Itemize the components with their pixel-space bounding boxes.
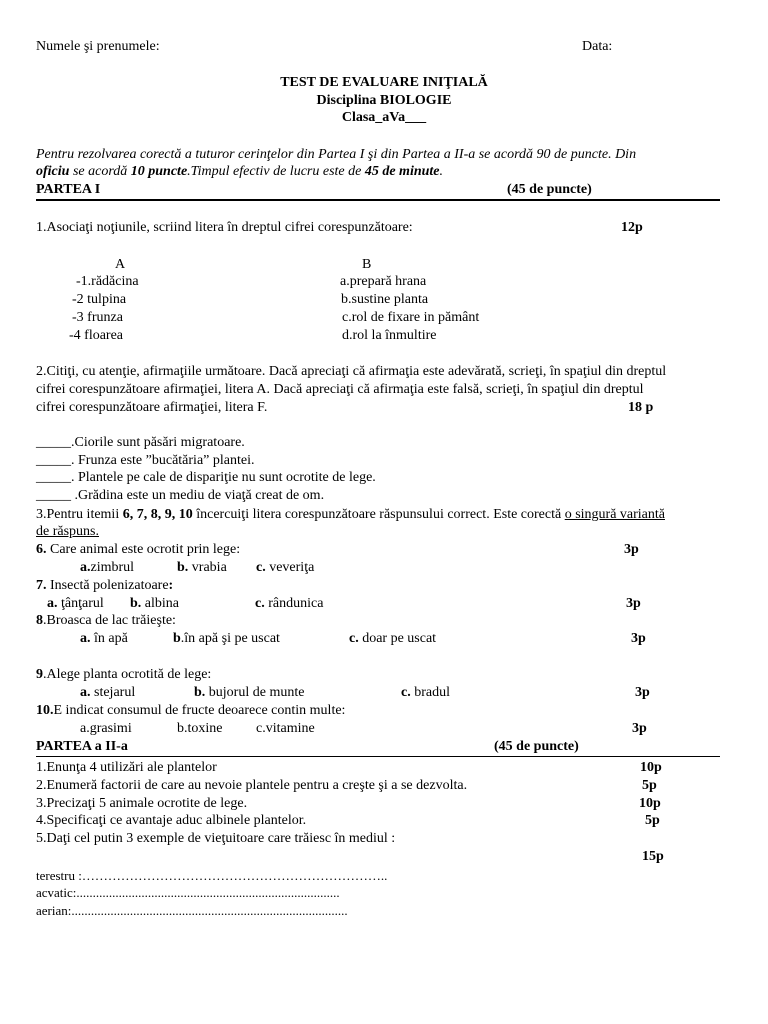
name-label: Numele şi prenumele: — [36, 39, 160, 54]
statement-text: . Plantele pe cale de dispariţie nu sunt ocrotite de lege. — [71, 470, 376, 485]
q7-question: Insectă polenizatoare — [46, 578, 169, 593]
part2-item-points: 5p — [645, 813, 660, 828]
part2-item: 1.Enunţa 4 utilizări ale plantelor — [36, 760, 217, 775]
part1-title: PARTEA I — [36, 182, 101, 197]
q10-points: 3p — [632, 721, 647, 736]
q7-option-b[interactable] — [130, 595, 179, 612]
q2-points: 18 p — [628, 400, 654, 415]
part2-item-points: 15p — [642, 849, 664, 864]
option-letter: c. — [256, 560, 266, 575]
q7-option-c[interactable] — [255, 595, 323, 612]
q9-num: 9 — [36, 667, 43, 682]
q1-a-item: -1.rădăcina — [76, 274, 139, 289]
q9-option-b[interactable] — [194, 684, 304, 701]
option-letter: b. — [177, 560, 189, 575]
subject-title: Disciplina BIOLOGIE — [316, 93, 452, 108]
option-text: în apă — [90, 631, 128, 646]
part2-points: (45 de puncte) — [494, 739, 579, 754]
answer-blank[interactable]: _____ — [36, 453, 71, 468]
intro-10-puncte: 10 puncte — [130, 164, 188, 179]
aerian-line[interactable]: aerian:..................................................................................... — [36, 903, 348, 918]
part2-item: 5.Daţi cel putin 3 exemple de vieţuitoare care trăiesc în mediul : — [36, 831, 396, 846]
q1-a-item: -3 frunza — [72, 310, 123, 325]
q8-option-b[interactable] — [173, 630, 280, 647]
intro-text-f: . — [439, 164, 444, 179]
q1-b-item: c.rol de fixare in pământ — [342, 310, 480, 325]
q6-option-a[interactable] — [80, 559, 134, 576]
q2-statement — [36, 469, 376, 486]
q3-text-c: încercuiţi litera corespunzătoare răspunsului correct. Este corectă — [192, 507, 565, 522]
q3-line-2: de răspuns. — [36, 524, 99, 539]
option-letter: a. — [80, 631, 91, 646]
q1-a-item: -4 floarea — [69, 328, 124, 343]
option-text: doar pe uscat — [358, 631, 437, 646]
option-letter: b. — [194, 685, 206, 700]
option-text: .în apă şi pe uscat — [180, 631, 280, 646]
part2-item-points: 10p — [640, 760, 662, 775]
option-letter: a. — [47, 596, 58, 611]
intro-oficiu: oficiu — [36, 164, 70, 179]
part2-item: 2.Enumeră factorii de care au nevoie plantele pentru a creşte şi a se dezvolta. — [36, 778, 468, 793]
q6-option-c[interactable] — [256, 559, 314, 576]
intro-line-2 — [36, 163, 443, 180]
q6-points: 3p — [624, 542, 639, 557]
option-text: ţânţarul — [57, 596, 104, 611]
option-letter: c. — [349, 631, 359, 646]
intro-text-d: .Timpul efectiv de lucru este de — [187, 164, 365, 179]
option-letter: a. — [80, 560, 91, 575]
q3-items: 6, 7, 8, 9, 10 — [122, 507, 193, 522]
intro-text-b: se acordă — [69, 164, 131, 179]
q2-statement — [36, 487, 324, 504]
q7-num: 7. — [36, 578, 47, 593]
q3-text-a: 3.Pentru itemii — [36, 507, 123, 522]
date-label: Data: — [582, 39, 613, 54]
q2-line-2: cifrei corespunzătoare afirmaţiei, litera A. Dacă apreciaţi că afirmaţia este falsă, scrieţi, în spaţiul din dreptul — [36, 382, 644, 397]
q1-col-a: A — [115, 257, 126, 272]
part2-divider — [36, 756, 720, 757]
q10-option-c[interactable]: c.vitamine — [256, 721, 315, 736]
test-title: TEST DE EVALUARE INIŢIALĂ — [280, 75, 488, 90]
q7-colon: : — [168, 578, 174, 593]
q8-text — [36, 612, 176, 629]
q9-option-c[interactable] — [401, 684, 450, 701]
option-letter: b. — [130, 596, 142, 611]
q1-b-item: d.rol la înmultire — [342, 328, 437, 343]
part2-item: 3.Precizaţi 5 animale ocrotite de lege. — [36, 796, 248, 811]
intro-line-1: Pentru rezolvarea corectă a tuturor cerinţelor din Partea I şi din Partea a II-a se acordă 90 de puncte. Din — [36, 147, 637, 162]
q1-col-b: B — [362, 257, 372, 272]
q2-statement — [36, 434, 245, 451]
q6-num: 6. — [36, 542, 47, 557]
class-title: Clasa_aVa___ — [341, 110, 427, 125]
q2-line-1: 2.Citiţi, cu atenţie, afirmaţiile următoare. Dacă apreciaţi că afirmaţia este adevărată, scrieţi, în spaţiul din dreptul — [36, 364, 667, 379]
option-text: rândunica — [264, 596, 324, 611]
option-text: zimbrul — [90, 560, 135, 575]
q1-text: 1.Asociaţi noţiunile, scriind litera în dreptul cifrei corespunzătoare: — [36, 220, 413, 235]
q10-question: E indicat consumul de fructe deoarece contin multe: — [53, 703, 346, 718]
q8-question: .Broasca de lac trăieşte: — [43, 613, 176, 628]
statement-text: .Grădina este un mediu de viaţă creat de om. — [71, 488, 325, 503]
q7-points: 3p — [626, 596, 641, 611]
option-text: bujorul de munte — [205, 685, 305, 700]
option-letter: c. — [255, 596, 265, 611]
q3-single-variant: o singură variantă — [564, 507, 665, 522]
q8-num: 8 — [36, 613, 43, 628]
q1-a-item: -2 tulpina — [72, 292, 127, 307]
q1-b-item: b.sustine planta — [341, 292, 429, 307]
q1-points: 12p — [621, 220, 643, 235]
q10-option-a[interactable]: a.grasimi — [80, 721, 132, 736]
q6-text — [36, 541, 240, 558]
q3-line-1 — [36, 506, 665, 523]
q10-text — [36, 702, 345, 719]
q9-question: .Alege planta ocrotită de lege: — [43, 667, 212, 682]
option-text: veveriţa — [265, 560, 315, 575]
q10-num: 10. — [36, 703, 54, 718]
option-text: vrabia — [188, 560, 227, 575]
answer-blank[interactable]: _____ — [36, 470, 71, 485]
q8-option-c[interactable] — [349, 630, 436, 647]
option-letter: a. — [80, 685, 91, 700]
acvatic-line[interactable]: acvatic:................................................................................. — [36, 885, 340, 900]
part2-title: PARTEA a II-a — [36, 739, 128, 754]
option-letter: c. — [401, 685, 411, 700]
q8-points: 3p — [631, 631, 646, 646]
statement-text: . Frunza este ”bucătăria” plantei. — [71, 453, 255, 468]
part2-item-points: 10p — [639, 796, 661, 811]
q9-points: 3p — [635, 685, 650, 700]
part1-points: (45 de puncte) — [507, 182, 592, 197]
q7-text — [36, 577, 173, 594]
q7-option-a[interactable] — [47, 595, 104, 612]
part2-item-points: 5p — [642, 778, 657, 793]
q9-option-a[interactable] — [80, 684, 135, 701]
q9-text — [36, 666, 211, 683]
answer-blank[interactable]: _____ — [36, 435, 71, 450]
statement-text: .Ciorile sunt păsări migratoare. — [71, 435, 245, 450]
q6-option-b[interactable] — [177, 559, 227, 576]
q8-option-a[interactable] — [80, 630, 128, 647]
option-letter: b — [173, 631, 181, 646]
part1-divider — [36, 199, 720, 201]
intro-45-minute: 45 de minute — [364, 164, 440, 179]
q2-line-3: cifrei corespunzătoare afirmaţiei, litera F. — [36, 400, 268, 415]
terestru-line[interactable]: terestru :…………………………………………………………….. — [36, 868, 388, 883]
option-text: stejarul — [90, 685, 136, 700]
q10-option-b[interactable]: b.toxine — [177, 721, 223, 736]
q6-question: Care animal este ocrotit prin lege: — [46, 542, 241, 557]
option-text: albina — [141, 596, 180, 611]
part2-item: 4.Specificaţi ce avantaje aduc albinele plantelor. — [36, 813, 307, 828]
q2-statement — [36, 452, 254, 469]
answer-blank[interactable]: _____ — [36, 488, 71, 503]
option-text: bradul — [410, 685, 450, 700]
q1-b-item: a.prepară hrana — [340, 274, 427, 289]
